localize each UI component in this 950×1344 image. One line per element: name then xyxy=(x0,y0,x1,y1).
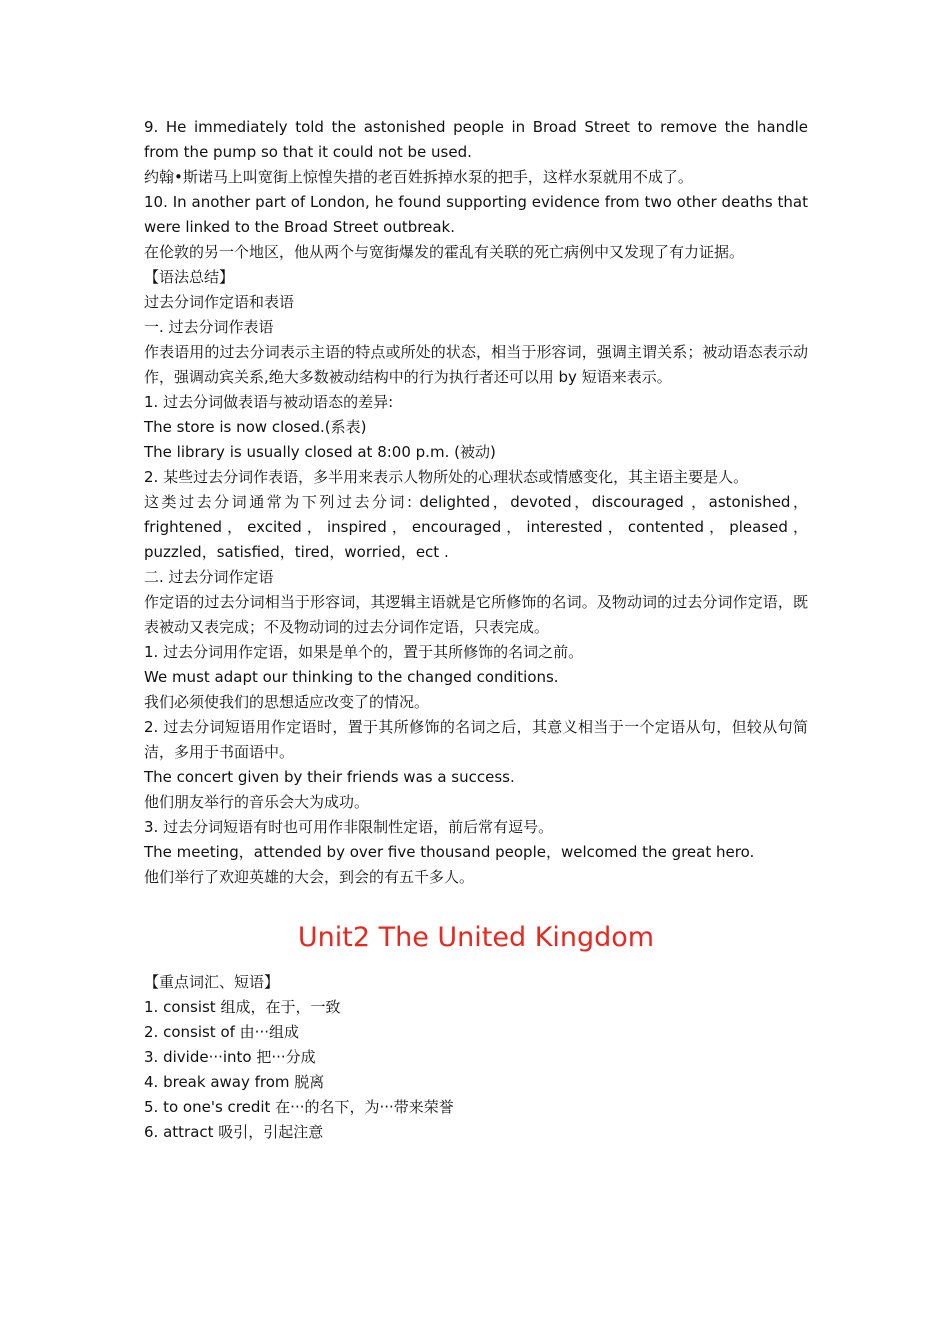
rule1-example-chinese: 我们必须使我们的思想适应改变了的情况。 xyxy=(144,693,430,711)
rule1-text: 1. 过去分词用作定语，如果是单个的，置于其所修饰的名词之前。 xyxy=(144,643,584,661)
grammar-section-label: 【语法总结】 xyxy=(144,268,235,286)
part2-description: 作定语的过去分词相当于形容词，其逻辑主语就是它所修饰的名词。及物动词的过去分词作定语，既表被动又表完成；不及物动词的过去分词作定语，只表完成。 xyxy=(144,593,808,636)
rule1-example-english: We must adapt our thinking to the changed conditions. xyxy=(144,668,559,686)
point1-example-2: The library is usually closed at 8:00 p.m. (被动) xyxy=(144,443,496,461)
item10-chinese: 在伦敦的另一个地区，他从两个与宽街爆发的霍乱有关联的死亡病例中又发现了有力证据。 xyxy=(144,243,745,261)
unit2-title: Unit2 The United Kingdom xyxy=(297,922,655,953)
part1-title: 一. 过去分词作表语 xyxy=(144,318,274,336)
grammar-topic-title: 过去分词作定语和表语 xyxy=(144,293,295,311)
vocab-item: 6. attract 吸引，引起注意 xyxy=(144,1123,324,1141)
vocab-section-label: 【重点词汇、短语】 xyxy=(144,973,280,991)
vocab-item: 5. to one's credit 在···的名下，为···带来荣誉 xyxy=(144,1098,454,1116)
rule2-example-english: The concert given by their friends was a success. xyxy=(144,768,515,786)
part2-title: 二. 过去分词作定语 xyxy=(144,568,274,586)
point2-word-list: 这类过去分词通常为下列过去分词: delighted，devoted，discouraged ，astonished，frightened，excited，inspired，encouraged，interested，contented，pleased，puzzled，satisfied，tired，worried，ect . xyxy=(144,493,808,561)
rule3-example-english: The meeting，attended by over five thousand people，welcomed the great hero. xyxy=(144,843,755,861)
item9-chinese: 约翰•斯诺马上叫宽街上惊惶失措的老百姓拆掉水泵的把手，这样水泵就用不成了。 xyxy=(144,168,693,186)
vocab-item: 2. consist of 由···组成 xyxy=(144,1023,299,1041)
document-body xyxy=(144,115,808,1145)
rule2-text: 2. 过去分词短语用作定语时，置于其所修饰的名词之后，其意义相当于一个定语从句，但较从句简洁，多用于书面语中。 xyxy=(144,718,808,761)
rule3-example-chinese: 他们举行了欢迎英雄的大会，到会的有五千多人。 xyxy=(144,868,475,886)
rule2-example-chinese: 他们朋友举行的音乐会大为成功。 xyxy=(144,793,370,811)
part1-description: 作表语用的过去分词表示主语的特点或所处的状态，相当于形容词，强调主谓关系；被动语态表示动作，强调动宾关系,绝大多数被动结构中的行为执行者还可以用 by 短语来表示。 xyxy=(144,343,808,386)
point1-title: 1. 过去分词做表语与被动语态的差异: xyxy=(144,393,394,411)
point1-example-1: The store is now closed.(系表) xyxy=(144,418,367,436)
vocab-item: 3. divide···into 把···分成 xyxy=(144,1048,316,1066)
vocab-item: 4. break away from 脱离 xyxy=(144,1073,325,1091)
item9-english: 9. He immediately told the astonished people in Broad Street to remove the handle from the pump so that it could not be used. xyxy=(144,118,808,161)
point2-title: 2. 某些过去分词作表语，多半用来表示人物所处的心理状态或情感变化，其主语主要是人。 xyxy=(144,468,749,486)
item10-english: 10. In another part of London, he found supporting evidence from two other deaths that were linked to the Broad Street outbreak. xyxy=(144,193,808,236)
rule3-text: 3. 过去分词短语有时也可用作非限制性定语，前后常有逗号。 xyxy=(144,818,554,836)
vocab-item: 1. consist 组成，在于，一致 xyxy=(144,998,341,1016)
